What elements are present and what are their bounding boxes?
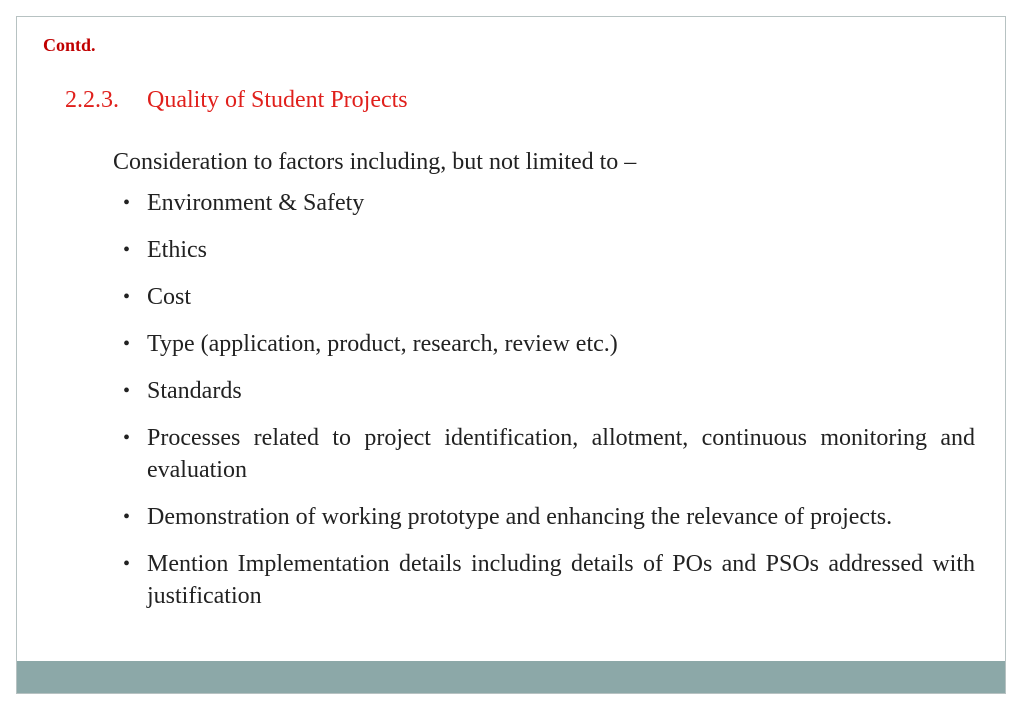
bullet-text: Standards [147, 378, 242, 404]
bullet-dot-icon: • [123, 286, 131, 308]
bullet-text: Processes related to project identification, allotment, continuous monitoring and evaluation [147, 425, 975, 483]
bullet-item-processes [123, 422, 975, 486]
bullet-text: Ethics [147, 237, 207, 263]
bullet-text: Mention Implementation details including details of POs and PSOs addressed with justification [147, 551, 975, 609]
bullet-item-implementation [123, 548, 975, 612]
bullet-text: Type (application, product, research, review etc.) [147, 331, 618, 357]
bullet-dot-icon: • [123, 239, 131, 261]
bullet-dot-icon: • [123, 427, 131, 449]
bullet-text: Demonstration of working prototype and enhancing the relevance of projects. [147, 504, 893, 530]
bullet-dot-icon: • [123, 333, 131, 355]
section-number: 2.2.3. [65, 87, 119, 113]
bullet-dot-icon: • [123, 553, 131, 575]
contd-label: Contd. [43, 35, 96, 55]
section-title: Quality of Student Projects [147, 87, 408, 113]
bullet-text: Cost [147, 284, 192, 310]
footer-bar [17, 661, 1005, 693]
bullet-text: Environment & Safety [147, 190, 365, 216]
intro-text: Consideration to factors including, but not limited to – [113, 149, 637, 175]
section-heading [65, 87, 408, 114]
bullet-item-demonstration [123, 501, 975, 533]
bullet-dot-icon: • [123, 506, 131, 528]
bullet-list [123, 187, 975, 627]
bullet-dot-icon: • [123, 380, 131, 402]
bullet-item-ethics [123, 234, 975, 266]
bullet-item-type [123, 328, 975, 360]
bullet-item-standards [123, 375, 975, 407]
slide [16, 16, 1006, 694]
bullet-item-cost [123, 281, 975, 313]
bullet-item-environment-safety [123, 187, 975, 219]
bullet-dot-icon: • [123, 192, 131, 214]
